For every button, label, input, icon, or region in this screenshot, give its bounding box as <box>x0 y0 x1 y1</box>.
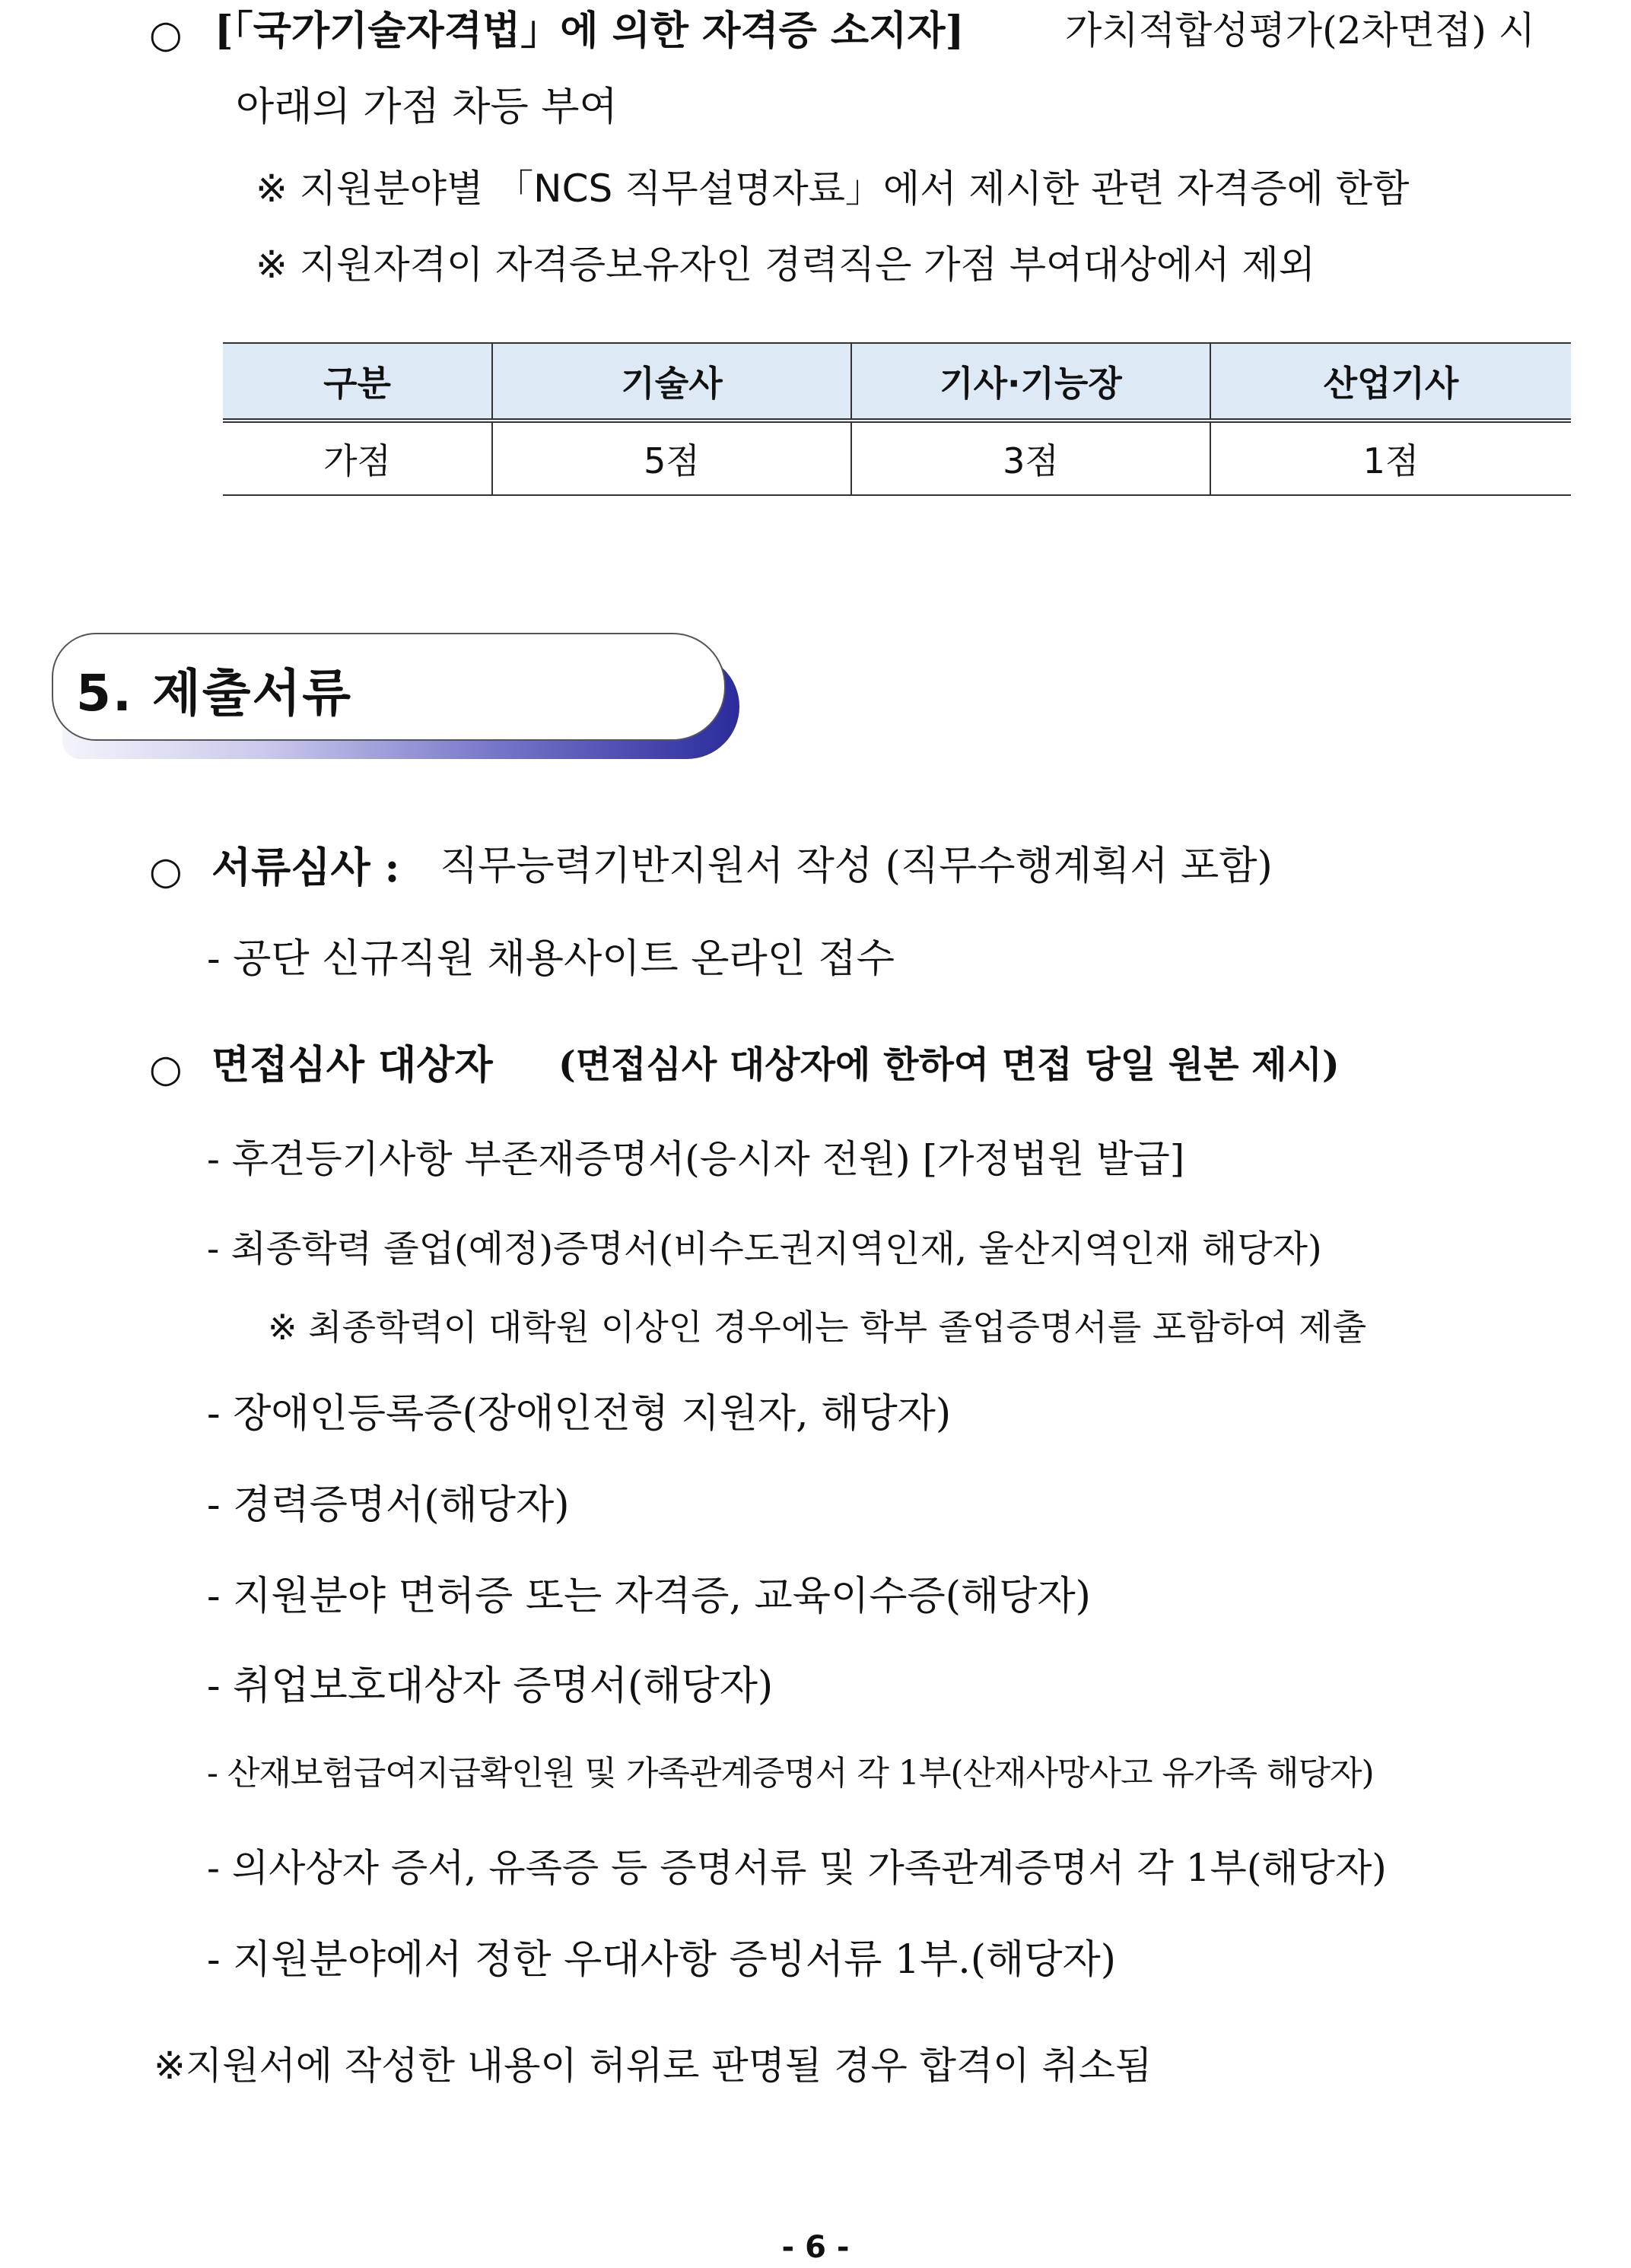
section-title: 5. 제출서류 <box>76 664 352 723</box>
bonus-note-1: ※ 지원분야별 「NCS 직무설명자료」에서 제시한 관련 자격증에 한함 <box>256 167 1410 211</box>
interview-item: - 지원분야에서 정한 우대사항 증빙서류 1부.(해당자) <box>207 1937 1117 1983</box>
document-review-item: - 공단 신규직원 채용사이트 온라인 접수 <box>207 936 895 982</box>
table-cell: 가점 <box>223 421 492 495</box>
bonus-heading-line2: 아래의 가점 차등 부여 <box>236 84 618 130</box>
table-cell: 5점 <box>492 421 851 495</box>
interview-item: - 장애인등록증(장애인전형 지원자, 해당자) <box>207 1391 952 1437</box>
table-row <box>223 421 1571 495</box>
circle-bullet: ○ <box>149 12 183 56</box>
bonus-heading-bold: [「국가기술자격법」에 의한 자격증 소지자] <box>215 8 965 54</box>
page-number: - 6 - <box>781 2230 850 2265</box>
interview-item: - 의사상자 증서, 유족증 등 증명서류 및 가족관계증명서 각 1부(해당자) <box>207 1846 1387 1890</box>
table-cell: 3점 <box>851 421 1210 495</box>
table-header-cell: 구분 <box>223 343 492 421</box>
circle-bullet: ○ <box>149 1047 183 1091</box>
interview-note: ※ 최종학력이 대학원 이상인 경우에는 학부 졸업증명서를 포함하여 제출 <box>268 1307 1367 1348</box>
table-cell: 1점 <box>1210 421 1571 495</box>
bonus-note-2: ※ 지원자격이 자격증보유자인 경력직은 가점 부여대상에서 제외 <box>256 243 1316 287</box>
bonus-points-table <box>223 342 1571 496</box>
footer-note: ※지원서에 작성한 내용이 허위로 판명될 경우 합격이 취소됨 <box>154 2044 1153 2088</box>
bonus-heading-rest: 가치적합성평가(2차면접) 시 <box>1065 8 1536 52</box>
interview-item: - 산재보험급여지급확인원 및 가족관계증명서 각 1부(산재사망사고 유가족 해당자) <box>207 1754 1374 1793</box>
table-header-cell: 기술사 <box>492 343 851 421</box>
document-review-text: 직무능력기반지원서 작성 (직무수행계획서 포함) <box>440 843 1273 889</box>
interview-item: - 취업보호대상자 증명서(해당자) <box>207 1663 774 1709</box>
table-header-row <box>223 343 1571 421</box>
document-review-label: 서류심사 : <box>211 843 400 891</box>
interview-label: 면접심사 대상자 <box>211 1042 493 1088</box>
interview-item: - 경력증명서(해당자) <box>207 1482 570 1528</box>
interview-paren: (면접심사 대상자에 한하여 면접 당일 원본 제시) <box>558 1043 1340 1086</box>
interview-item: - 지원분야 면허증 또는 자격증, 교육이수증(해당자) <box>207 1574 1091 1619</box>
interview-item: - 최종학력 졸업(예정)증명서(비수도권지역인재, 울산지역인재 해당자) <box>207 1228 1322 1270</box>
table-header-cell: 산업기사 <box>1210 343 1571 421</box>
interview-item: - 후견등기사항 부존재증명서(응시자 전원) [가정법원 발급] <box>207 1137 1185 1181</box>
table-header-cell: 기사·기능장 <box>851 343 1210 421</box>
circle-bullet: ○ <box>149 849 183 893</box>
